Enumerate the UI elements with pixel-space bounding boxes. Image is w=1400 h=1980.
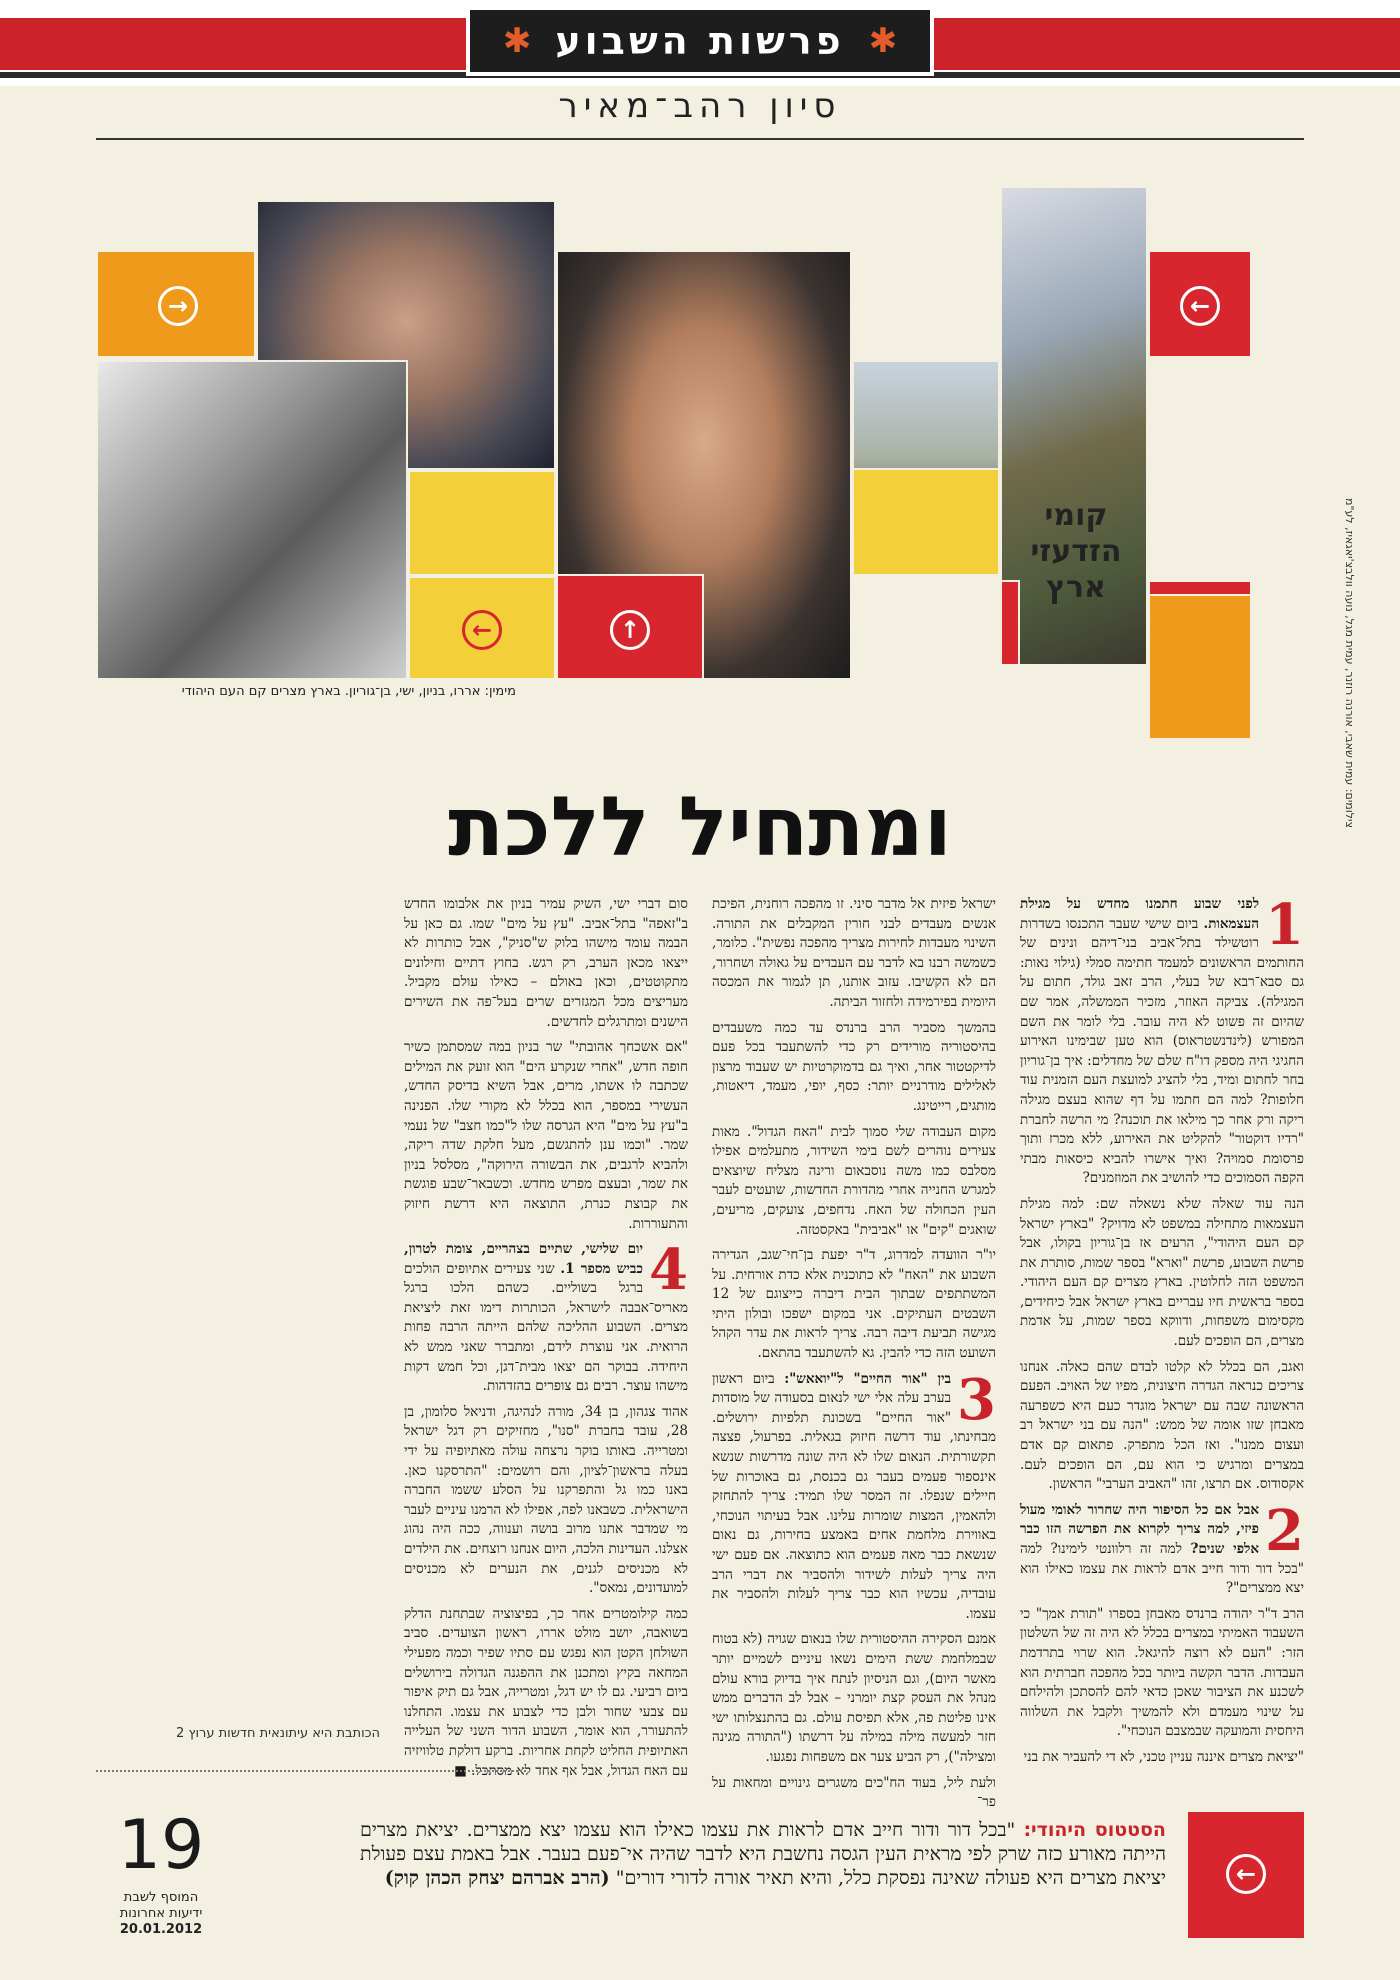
paragraph: בהמשך מסביר הרב ברנדס עד כמה משעבדים בהיסטוריה מורידים רק כדי להשתעבד בכל פעם לדיקטטור אחר, ואיך גם בדמוקרטיות יש שעבוד מרצון לאלילים מודרניים יותר: כסף, יופי, מעמד, דיאטות, מותגים, רייטינג. — [712, 1019, 996, 1114]
color-block-red — [556, 574, 704, 680]
supplement-name: המוסף לשבת — [123, 1890, 199, 1905]
section-lead: בין "אור החיים" ל"יואאש": — [784, 1370, 952, 1387]
pull-quote — [360, 1818, 1166, 1890]
photo-collage — [96, 150, 1304, 750]
arrow-left-icon[interactable]: ← — [1226, 1854, 1266, 1894]
paragraph: ואגב, הם בכלל לא קלטו לבדם שהם כאלה. אנחנו צריכים כנראה הגדרה חיצונית, מפיו של האויב. הפעם הראשונה שבה עם ישראל מוגדר כעם היא כשפרעה מאבחן שזו אומה של ממש: "הנה עם בני ישראל רב ועצום ממנו". ואז הכל מתפרק. פתאום קם אדם במצרים ומרגיש כי הוא עם, הם הופכים לעם. אקסודוס. אם תרצו, זהו "האביב הערבי" הראשון. — [1020, 1358, 1304, 1493]
section-lead: לפני שבוע חתמנו מחדש על מגילת העצמאות. — [1020, 896, 1260, 932]
paragraph: ולעת ליל, בעוד הח"כים משגרים גינויים ומחאות על פר־ — [712, 1774, 996, 1811]
shirt-slogan: קומי הזדעזי ארץ — [1030, 498, 1122, 605]
article-column-1 — [1020, 892, 1304, 1765]
arrow-left-icon[interactable]: ← — [462, 610, 502, 650]
article-column-2 — [712, 895, 996, 1811]
section-lead: אבל אם כל הסיפור היה שחרור לאומי מעול פיזי, למה צריך לקרוא את הפרשה הזו כבר אלפי שנים? — [1020, 1501, 1260, 1557]
section-1 — [1020, 892, 1304, 1189]
photo-credit: צילומים: עמית שאבי, אורנה רוזנר, עמית מגל, נועה וולבצ'יאגאיז, לע"מ — [1343, 498, 1356, 828]
star-icon: ✱ — [868, 21, 898, 61]
article-headline: ומתחיל ללכת — [448, 780, 952, 875]
paragraph: סום דברי ישי, השיק עמיר בניון את אלבומו החדש ב"זאפה" בתל־אביב. "עץ על מים" שמו. גם כאן על הבמה עומד מישהו בלוק ש"סניק", אבל כותרות לא ייצאו מכאן הערב, רק רגש. בחוץ דתיים וחילונים מתקוטטים, וכאן באולם – כאילו עולם מקביל. מעריצים מכל המגזרים שרים בעל־פה את השירים הישנים ומתרגלים לחדשים. — [404, 896, 688, 1030]
color-block-yellow — [852, 468, 1000, 576]
paragraph: מקום העבודה שלי סמוך לבית "האח הגדול". מאות צעירים נוהרים לשם בימי השידור, מתעלמים אפילו מסלבס כמו משה נוסבאום ורינה מצליח שיוצאים למגרש החנייה אחרי מהדורת החדשות, שועטים לעבר העין הכחולה של האח. נדחפים, צועקים, מריעים, שואגים "קים" או "אביבית" באקסטזה. — [712, 1123, 996, 1238]
paragraph: ביום שישי שעבר התכנסו בשדרות רוטשילד בתל־אביב בני־דיהם ונינים של החותמים הראשונים למעמד חתימה סמלי (גילוי נאות: גם סבא־רבא של בעלי, הרב זאב גולד, חתום על המגילה). צביקה האוזר, מזכיר הממשלה, אמר שם שהיום זה פשוט לא היה עובר. בלי לומר את השם המפורש (לינדנשטראוס) הוא טען שבימינו האירוע החגיגי היה מספק דו"ח שלם של מחדלים: איך בן־גוריון בחר לחתום ומיד, בלי להציג למועצת העם הזמנית עוד חלופות? למה הם חתמו על דף שהוא בעצם מגילה ריקה ורק אחר כך מילאו את תוכנה? מי הרשה לחברת "רדיו דוקטור" להקליט את האירוע, ללא מכרז ותוך פרסומת סמויה? ואיך אישרו להביא כיסאות מבתי הקפה הסמוכים כדי להושיב את המוזמנים? — [1020, 915, 1304, 1187]
section-number: 1 — [1265, 892, 1304, 958]
color-block-yellow — [408, 576, 556, 680]
photo-ben-gurion-signing — [96, 360, 408, 680]
page-number: 19 — [117, 1806, 205, 1885]
section-number: 3 — [957, 1366, 996, 1433]
star-icon: ✱ — [502, 21, 532, 61]
section-title: פרשות השבוע — [555, 19, 845, 63]
paragraph: כמה קילומטרים אחר כך, בפיצוציה שבתחנת הדלק בשואבה, יושב מולט אררו, ראשון הצועדים. סביב השולחן הקטן הוא נפגש עם סתיו שפיר וכמה מפעילי המחאה בקיץ ומתכנן את ההפגנה הגדולה בירושלים ביום רביעי. גם לו יש דגל, ומטרייה, אבל גם תיק איפור עם צבעי שחור ולבן כדי לצבוע את עצמו. התחלנו להתעורר, הוא אומר, השבוע הדור השני של העלייה האתיופית החליט לקחת אחריות. ברקע דולקת טלוויזיה עם האח הגדול, אבל אף אחד לא מסתכל. ■ — [404, 1605, 688, 1779]
arrow-left-icon[interactable]: ← — [1180, 286, 1220, 326]
section-number: 4 — [649, 1237, 688, 1304]
color-block-red — [1148, 250, 1252, 358]
paragraph: הרב ד"ר יהודה ברנדס מאבחן בספרו "תורת אמך" כי השעבוד האמיתי במצרים בכלל לא היה זה של השלטון הזר: "העם לא רוצה להיגאל. הוא שרוי בתרדמת העבדות. הדבר הקשה ביותר בכל מהפכה חברתית הוא לשכנע את הציבור שאכן כדאי להם להסתכן ולהילחם על שינוי מעמדם ולא להמשיך ולקבל את השלווה היחסית והמועקה שבמצבם הנוכחי". — [1020, 1605, 1304, 1740]
quote-red-box — [1188, 1812, 1304, 1938]
section-2 — [1020, 1497, 1304, 1599]
color-block-orange — [1148, 580, 1252, 740]
paragraph: אמנם הסקירה ההיסטורית שלו בנאום שגויה (לא בטוח שבמלחמת ששת הימים נשאו עיניים לשמיים יותר מאשר היום), וגם הניסיון לנתח איך בדיוק בורא עולם מנהל את העסק קצת יומרני – אבל לב הדברים ממש אינו פליטת פה, אלא תפיסת עולם. גם בהתנצלותו ישי חזר למעשה מילה במילה על דרשתו ("התורה מגינה ומצילה"), רק הביע צער אם משפחות נפגעו. — [712, 1631, 996, 1765]
quote-body: "בכל דור ודור חייב אדם לראות את עצמו כאילו הוא עצמו יצא ממצרים. יציאת מצרים הייתה מאורע כזה שרק לפי מראית העין הגסה נחשבת היא לדבר שהיה אי־פעם בעבר. אבל באמת עצם פעולת יציאת מצרים היא פעולה שאינה נפסקת כלל, והיא תאיר אורה לדורי דורים" — [360, 1819, 1166, 1889]
page-meta — [96, 1890, 226, 1938]
paragraph: ביום ראשון בערב עלה אלי ישי לנאום בסעודה של מוסדות "אור החיים" בשכונת תלפיות ירושלים. מבחינתו, עוד דרשה חיזוק בגאלית. בפרעול, פצצה תקשורתית. הנאום שלו לא היה שונה מדרשות שנשא אינספור פעמים בעבר גם בכנסת, גם באוכרות של חיילים שנפלו. זה המסר שלו תמיד: צריך להתחזק ולהאמין, המצות שומרות עלינו. אבל בעיתוי הנוכחי, באווירת מלחמת אחים באמצע בחירות, גם נאום שנשאת כבר מאה פעמים הוא כתוצאה. אם פעם ישי היה צריך לעלות לשידור ולהסביר את דברי הרב עובדיה, עכשיו הוא כבר צריך לעלות ולהסביר את עצמו. — [712, 1370, 996, 1622]
paragraph: למה זה רלוונטי לימינו? למה "בכל דור ודור חייב אדם לראות את עצמו כאילו הוא יצא ממצרים"? — [1020, 1541, 1304, 1597]
dotted-divider — [96, 1770, 526, 1772]
section-title-box — [466, 6, 934, 76]
quote-lead: הסטטוס היהודי: — [1023, 1819, 1166, 1841]
photo-caption: מימין: אררו, בניון, ישי, בן־גוריון. בארץ מצרים קם העם היהודי — [181, 684, 516, 699]
quote-signature: (הרב אברהם יצחק הכהן קוק) — [384, 1867, 610, 1889]
paragraph: הנה עוד שאלה שלא נשאלה שם: למה מגילת העצמאות מתחילה במשפט לא מדויק? "בארץ ישראל קם העם היהודי", הרעים אז בן־גוריון בקולו, אבל פרשת השבוע, פרשת "וארא" בספר שמות, סותרת את המשפט הזה לחלוטין. בארץ מצרים קם העם היהודי. בספר בראשית חיו עבריים בארץ ישראל אבל כיחידים, מקסימום משפחות, ודווקא בספר שמות, על אדמת מצרים, הם הופכים לעם. — [1020, 1195, 1304, 1350]
photo-activist-with-flag — [1000, 186, 1148, 666]
paragraph: יו"ר הוועדה למדרוג, ד"ר יפעת בן־חי־שגב, הגדירה השבוע את "האח" לא כתוכנית אלא כדת אורחית. על המשתתפים שבתוך הבית דיברה כייצוגם של 12 השבטים העתיקים. אני במקום ישפכו ובולון היתי מגישה תביעת דיבה רבה. צריך לראות את עדר הקהל השועט הזה כדי להבין. גא להשתעבד בהתאם. — [712, 1247, 996, 1362]
author-footnote: הכותבת היא עיתונאית חדשות ערוץ 2 — [176, 1726, 380, 1741]
section-4 — [404, 1237, 688, 1397]
section-header-bar — [0, 0, 1400, 86]
arrow-right-icon[interactable]: → — [158, 286, 198, 326]
article-column-3 — [404, 895, 688, 1779]
section-3 — [712, 1366, 996, 1625]
color-block-red — [1000, 580, 1020, 666]
section-number: 2 — [1265, 1497, 1304, 1564]
arrow-up-icon[interactable]: ↑ — [610, 610, 650, 650]
color-block-yellow — [408, 470, 556, 576]
paragraph: "יציאת מצרים איננה עניין טכני, לא די להעביר את בני — [1023, 1748, 1304, 1765]
issue-date: 20.01.2012 — [119, 1922, 203, 1937]
newspaper-name: ידיעות אחרונות — [119, 1906, 203, 1921]
paragraph: "אם אשכחך אהובתי" שר בניון במה שמסתמן כשיר חופה חדש, "אחרי שנקרע הים" הוא זועק את המילים שכתבה לו אשתו, מרים, אבל השיא בדיסק החדש, העשירי במספר, הוא בכלל לא מקורי שלו. הפנינה ב"עץ על מים" היא הגרסה שלו ל"כמו חצב" של נעמי שמר. "וכמו ענן להתגשם, מעל חלקת שדה ריקה, ולהביא לרגבים, את הבשורה הירוקה", מסלסל בניון את שמר, ובעצם מפרש מחדש. וכשבאר־שבע פוגשת את קבוצת כנרת, התוצאה היא דרשת חיזוק והתעוררות. — [404, 1039, 688, 1232]
paragraph: ישראל פיזית אל מדבר סיני. זו מהפכה רוחנית, הפיכת אנשים מעבדים לבני חורין המקבלים את התורה. השינוי מעבדות לחירות מצריך מהפכה נפשית". כלומר, כשמשה רבנו בא לדבר עם העבדים על גאולה ושחרור, הם לא הקשיבו. עזוב אותנו, תן לגמור את המכסה היומית בפירמידה ולחזור הביתה. — [712, 896, 996, 1010]
byline-rule — [96, 138, 1304, 140]
paragraph: אהוד צגהון, בן 34, מורה לנהיגה, ודניאל סלומון, בן 28, עובד בחברת "סנו", מחזיקים רק דגל ישראל ומטרייה. באותו בוקר נרצחה עולה מאתיופיה על ידי בעלה בראשון־לציון, והם רושמים: "התרסקנו כאן. באנו כמו גל והתפרקנו על הסלע ששמו החברה הישראלית. כשבאנו לפה, אפילו לא הרמנו עיניים לעבר מי שמדבר אתנו מרוב בושה וענווה, ככה היה נהוג אצלנו. העדינות הלכה, היום אנחנו רוצחים. את הילדים לא מכניסים לגנים, את הנערים לא מכניסים למועדונים, נמאס". — [404, 1403, 688, 1597]
paragraph: שני צעירים אתיופים הולכים ברגל בשוליים. כשהם הלכו ברגל מאריס־אבבה לישראל, הכותרות דימו זאת ליציאת מצרים. השבוע ההליכה שלהם הייתה הרבה פחות הרואית. אני עוצרת לידם, ומתברר שאני ממש לא היחידה. בבוקר הם יצאו מבית־דגן, וכל חמש דקות מישהו עוצר. רבים גם צופרים בהזדהות. — [404, 1260, 688, 1395]
color-block-orange — [96, 250, 256, 358]
color-block-red — [1148, 580, 1252, 596]
author-byline: סיון רהב־מאיר — [558, 86, 842, 126]
section-lead: יום שלישי, שתיים בצהריים, צומת לטרון, כביש מספר 1. — [404, 1241, 644, 1277]
article-columns — [96, 892, 1304, 1811]
